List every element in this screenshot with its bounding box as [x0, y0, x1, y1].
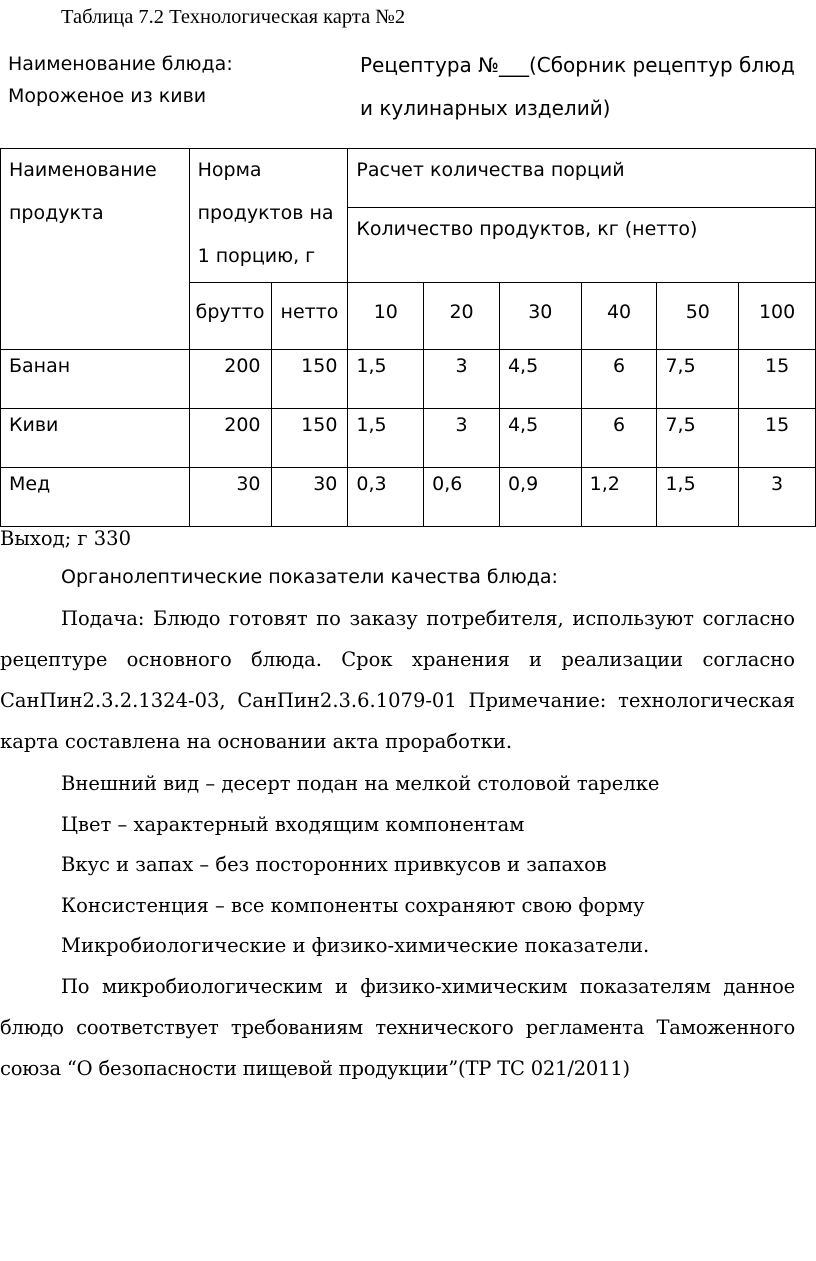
- qty-value: 6: [581, 350, 657, 409]
- qty-value: 0,9: [499, 468, 581, 527]
- col-portions-50: 50: [657, 283, 739, 350]
- header-calc-cell: [348, 149, 816, 208]
- col-portions-30: 30: [499, 283, 581, 350]
- recipe-line-1: Рецептура №___(Сборник рецептур блюд: [360, 53, 795, 77]
- qty-value: 4,5: [499, 350, 581, 409]
- net-value: 150: [271, 350, 348, 409]
- qty-value: 1,5: [348, 350, 424, 409]
- header-norm-line-3: 1 порцию, г: [197, 245, 316, 267]
- yield-text: Выход; г 330: [0, 527, 131, 550]
- header-qty-cell: [348, 208, 816, 283]
- qty-value: 3: [739, 468, 816, 527]
- product-name: Киви: [1, 409, 190, 468]
- qty-value: 6: [581, 409, 657, 468]
- qty-value: 0,3: [348, 468, 424, 527]
- table-caption: Таблица 7.2 Технологическая карта №2: [61, 6, 406, 28]
- gross-value: 200: [189, 350, 271, 409]
- dish-name: Мороженое из киви: [8, 85, 207, 107]
- qty-value: 7,5: [657, 350, 739, 409]
- col-portions-40: 40: [581, 283, 657, 350]
- product-name: Мед: [1, 468, 190, 527]
- technology-table: [0, 148, 816, 527]
- qty-value: 0,6: [424, 468, 500, 527]
- qty-value: 7,5: [657, 409, 739, 468]
- qty-value: 1,5: [348, 409, 424, 468]
- col-portions-100: 100: [739, 283, 816, 350]
- table-row: [1, 468, 816, 527]
- header-product-cell: [1, 149, 190, 350]
- col-portions-10: 10: [348, 283, 424, 350]
- gross-value: 30: [189, 468, 271, 527]
- consistency-line: Консистенция – все компоненты сохраняют свою форму: [61, 894, 645, 917]
- appearance-line: Внешний вид – десерт подан на мелкой столовой тарелке: [61, 772, 660, 795]
- table-row: [1, 350, 816, 409]
- qty-value: 1,2: [581, 468, 657, 527]
- color-line: Цвет – характерный входящим компонентам: [61, 813, 525, 836]
- header-qty: Количество продуктов, кг (нетто): [356, 218, 698, 240]
- header-product-line-1: Наименование: [9, 159, 157, 181]
- micro-paragraph: По микробиологическим и физико-химическим показателям данное блюдо соответствует требованиям технического регламента Таможенного союза “О безопасности пищевой продукции”(ТР ТС 021/2011): [0, 975, 795, 1080]
- qty-value: 4,5: [499, 409, 581, 468]
- qty-value: 15: [739, 350, 816, 409]
- taste-line: Вкус и запах – без посторонних привкусов и запахов: [61, 853, 607, 876]
- header-norm-line-1: Норма: [197, 159, 262, 181]
- serving-paragraph: Подача: Блюдо готовят по заказу потребителя, используют согласно рецептуре основного блюда. Срок хранения и реализации согласно СанПин2.3.2.1324-03, СанПин2.3.6.1079-01 Примечание: технологическая карта составлена на основании акта проработки.: [0, 607, 795, 753]
- header-norm-line-2: продуктов на: [197, 202, 334, 224]
- qty-value: 15: [739, 409, 816, 468]
- net-value: 30: [271, 468, 348, 527]
- col-portions-20: 20: [424, 283, 500, 350]
- header-calc: Расчет количества порций: [356, 159, 625, 181]
- header-product-line-2: продукта: [9, 202, 104, 224]
- col-net: нетто: [271, 283, 348, 350]
- gross-value: 200: [189, 409, 271, 468]
- table-row: [1, 409, 816, 468]
- qty-value: 3: [424, 350, 500, 409]
- organoleptic-title: Органолептические показатели качества блюда:: [61, 566, 558, 588]
- qty-value: 3: [424, 409, 500, 468]
- col-gross: брутто: [189, 283, 271, 350]
- header-norm-cell: [189, 149, 348, 283]
- qty-value: 1,5: [657, 468, 739, 527]
- net-value: 150: [271, 409, 348, 468]
- recipe-line-2: и кулинарных изделий): [360, 96, 611, 120]
- micro-title: Микробиологические и физико-химические показатели.: [61, 934, 650, 957]
- dish-label: Наименование блюда:: [8, 53, 233, 75]
- product-name: Банан: [1, 350, 190, 409]
